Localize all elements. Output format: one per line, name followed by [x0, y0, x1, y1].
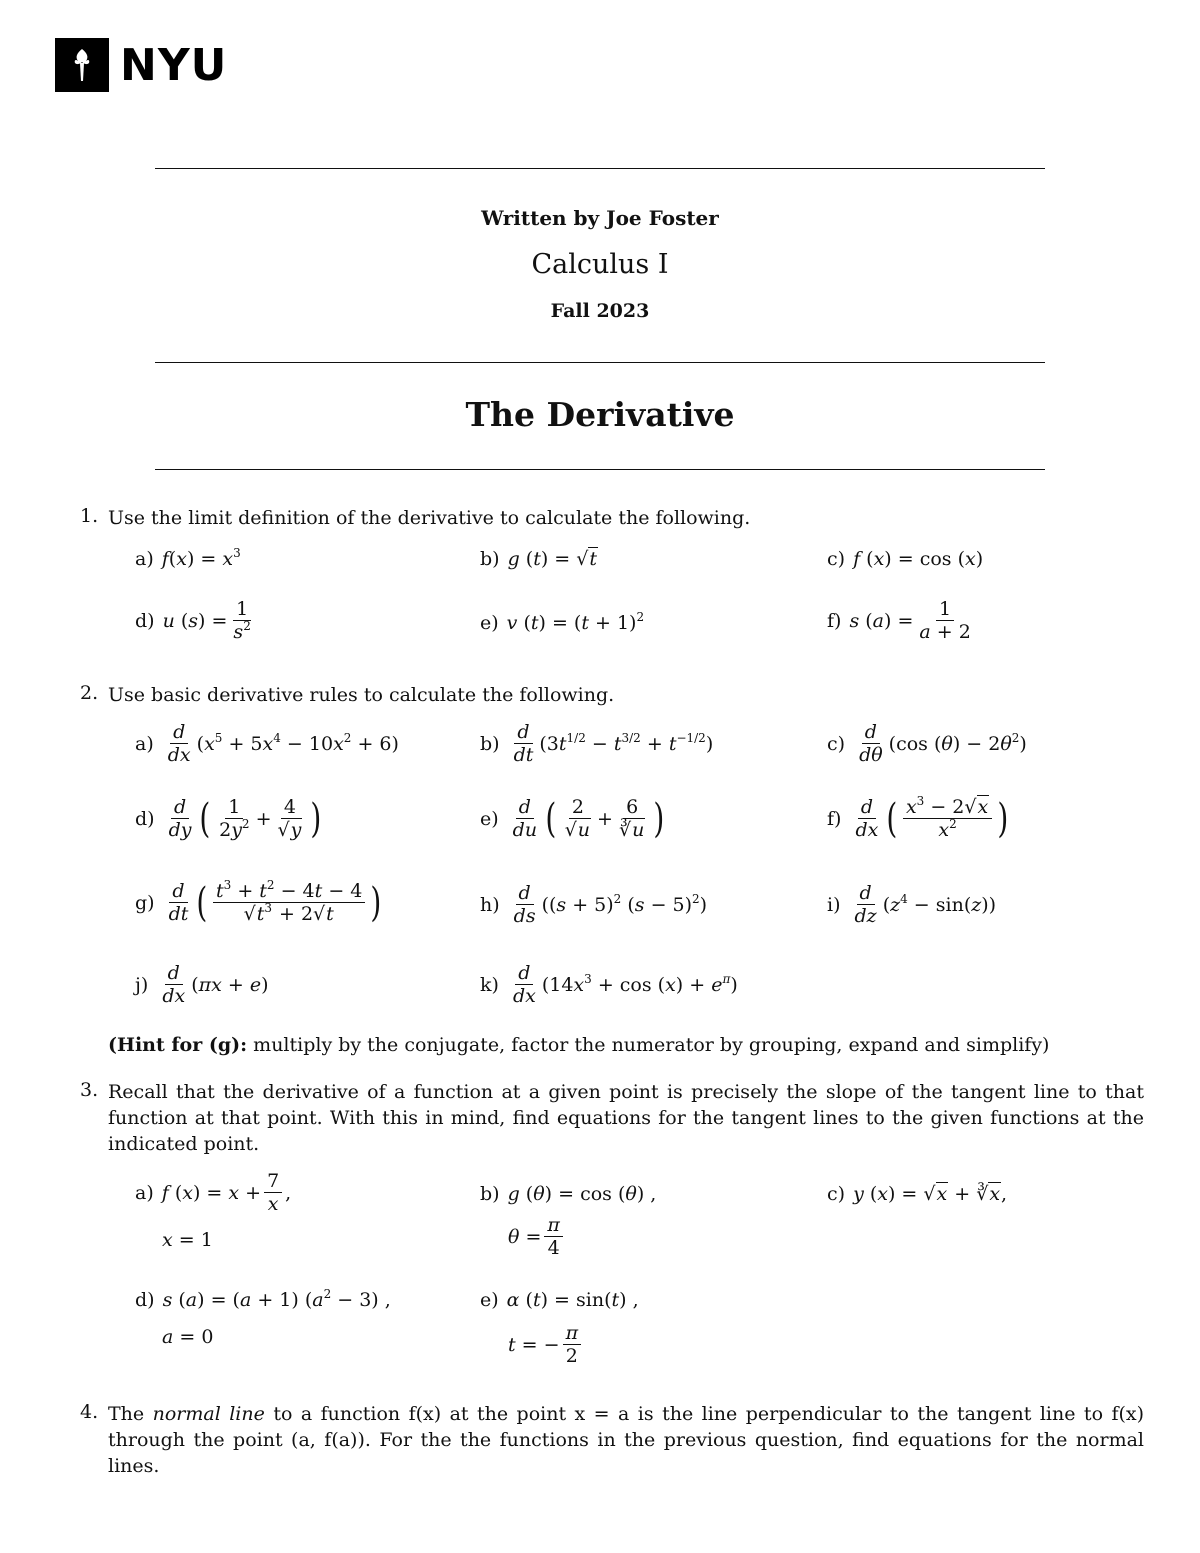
q2-item-h: h) $\frac{d}{ds}$ ($(s + 5)^2$ $(s - 5)^2$): [480, 882, 708, 927]
nyu-torch-logo: [55, 38, 109, 92]
hint-text: multiply by the conjugate, factor the numerator by grouping, expand and simplify): [253, 1034, 1050, 1056]
q2-item-a: a) $\frac{d}{dx}$ $(x^5 + 5x^4 - 10x^2 + 6)$: [135, 721, 399, 766]
q1-item-b: b) g (t) = √t: [480, 548, 598, 570]
q1-text: Use the limit definition of the derivative to calculate the following.: [108, 507, 751, 529]
term-line: Fall 2023: [550, 300, 650, 322]
q2-item-f: f) $\frac{d}{dx}$ ( $\frac{x^3 - 2√x}{x^2}$ ): [827, 794, 1009, 842]
q3-item-e-point: t = − $\frac{\pi}{2}$: [508, 1322, 584, 1367]
q2-item-g: g) $\frac{d}{dt}$ ( $\frac{t^3 + t^2 - 4t - 4}{√t^3 + 2√t}$ ): [135, 878, 382, 926]
q2-item-d: d) $\frac{d}{dy}$ ( $\frac{1}{2y^2}$ + $\frac{4}{√y}$ ): [135, 795, 322, 842]
page-title: The Derivative: [465, 395, 735, 434]
q1-item-a: a) $f(x) = x^3$: [135, 546, 241, 570]
q3-item-e: e) α (t) = sin(t) ,: [480, 1289, 639, 1311]
q4-text: The normal line to a function f(x) at the point x = a is the line perpendicular to the tangent line to f(x) through the point (a, f(a)). For the the functions in the previous question, find equations for the normal lines.: [108, 1403, 1145, 1477]
q2-item-k: k) $\frac{d}{dx}$ $(14x^3 + \cos (x) + e^\pi)$: [480, 962, 738, 1007]
q1-item-c: c) f (x) = cos (x): [827, 548, 984, 570]
q4-number: 4.: [80, 1401, 99, 1423]
q3-item-d-point: a = 0: [162, 1326, 214, 1348]
normal-line-term: normal line: [152, 1403, 265, 1425]
mid-divider: [155, 362, 1045, 363]
q3-item-a: a) f (x) = x + $\frac{7}{x}$ ,: [135, 1170, 292, 1215]
q2-item-b: b) $\frac{d}{dt}$ $(3t^{1/2} - t^{3/2} + t^{-1/2})$: [480, 721, 714, 766]
q3-number: 3.: [80, 1079, 99, 1101]
q2-item-e: e) $\frac{d}{du}$ ( $\frac{2}{√u}$ + $\frac{6}{∛u}$ ): [480, 795, 665, 842]
q2-number: 2.: [80, 682, 99, 704]
q2-item-c: c) $\frac{d}{d\theta}$ (cos $(\theta) - 2\theta^2$): [827, 721, 1027, 766]
torch-icon: [67, 45, 97, 85]
title-divider: [155, 469, 1045, 470]
hint-label: (Hint for (g):: [108, 1034, 248, 1056]
author-line: Written by Joe Foster: [481, 206, 719, 230]
q3-item-d: d) s (a) = (a + 1) $(a^2 - 3)$ ,: [135, 1287, 391, 1311]
q1-item-d: d) u (s) = $\frac{1}{s^2}$: [135, 598, 251, 643]
course-name: Calculus I: [531, 249, 669, 280]
logo-wordmark: NYU: [120, 40, 228, 91]
q3-item-b-point: θ = $\frac{\pi}{4}$: [508, 1214, 566, 1259]
q3-item-b: b) g (θ) = cos (θ) ,: [480, 1183, 657, 1205]
top-divider: [155, 168, 1045, 169]
q1-item-e: e) v $(t) = (t + 1)^2$: [480, 610, 645, 634]
q3-item-a-point: x = 1: [162, 1229, 213, 1251]
q1-number: 1.: [80, 505, 99, 527]
q2-item-i: i) $\frac{d}{dz}$ $(z^4 - \sin(z))$: [827, 882, 997, 927]
q2-item-j: j) $\frac{d}{dx}$ (πx + e): [135, 962, 269, 1007]
q2-text: Use basic derivative rules to calculate the following.: [108, 684, 615, 706]
q1-item-f: f) s (a) = $\frac{1}{a + 2}$: [827, 598, 971, 643]
q3-item-c: c) y (x) = √x + ∛x,: [827, 1183, 1008, 1205]
q2-hint: [108, 1034, 1049, 1056]
q3-text: Recall that the derivative of a function at a given point is precisely the slope of the tangent line to that function at that point. With this in mind, find equations for the tangent lines to the given functions at the indicated point.: [108, 1081, 1144, 1155]
